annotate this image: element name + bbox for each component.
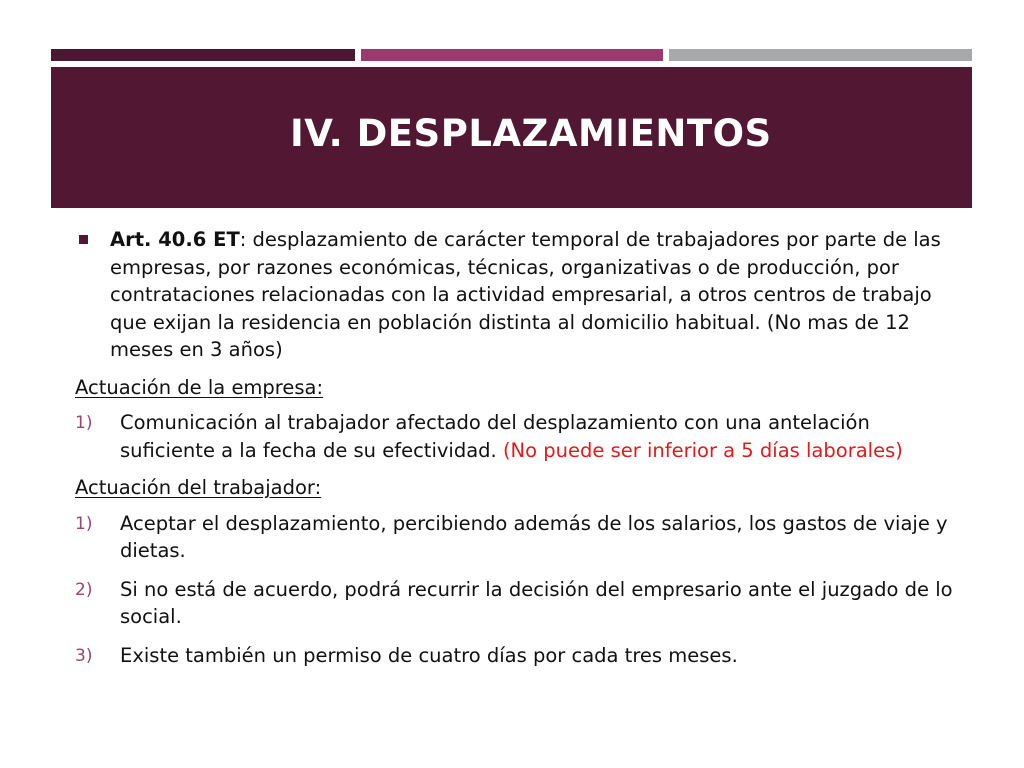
worker-section-heading: Actuación del trabajador: — [75, 476, 322, 499]
slide-title: IV. DESPLAZAMIENTOS — [290, 112, 772, 155]
item-emphasis: (No puede ser inferior a 5 días laborales) — [502, 438, 903, 462]
worker-item-1 — [75, 510, 965, 565]
accent-bar-left — [51, 49, 355, 61]
item-number: 2) — [75, 579, 93, 600]
company-item-1 — [75, 409, 965, 464]
article-text: : desplazamiento de carácter temporal de trabajadores por parte de las empresas, por razones económicas, técnicas, organizativas o de producción, por contrataciones relacionadas con la actividad empresarial, a otros centros de trabajo que exijan la residencia en población distinta al domicilio habitual. (No mas de 12 meses en 3 años) — [110, 228, 941, 361]
title-band — [51, 67, 972, 208]
slide-body — [75, 226, 965, 669]
company-section-heading: Actuación de la empresa: — [75, 375, 324, 399]
square-bullet-icon — [79, 235, 88, 244]
worker-item-3 — [75, 642, 965, 670]
accent-bar-middle — [361, 49, 663, 61]
item-text: Aceptar el desplazamiento, percibiendo además de los salarios, los gastos de viaje y dietas. — [120, 511, 948, 562]
worker-item-2 — [75, 576, 965, 631]
item-text: Si no está de acuerdo, podrá recurrir la decisión del empresario ante el juzgado de lo social. — [120, 577, 953, 628]
item-number: 1) — [75, 413, 93, 433]
article-bullet — [75, 226, 965, 364]
item-text: Existe también un permiso de cuatro días por cada tres meses. — [120, 643, 738, 667]
item-text: Comunicación al trabajador afectado del desplazamiento con una antelación suficiente a la fecha de su efectividad. — [120, 411, 870, 462]
item-number: 3) — [75, 645, 93, 666]
accent-bar-right — [669, 49, 972, 61]
article-reference: Art. 40.6 ET — [110, 228, 240, 251]
item-number: 1) — [75, 513, 93, 534]
